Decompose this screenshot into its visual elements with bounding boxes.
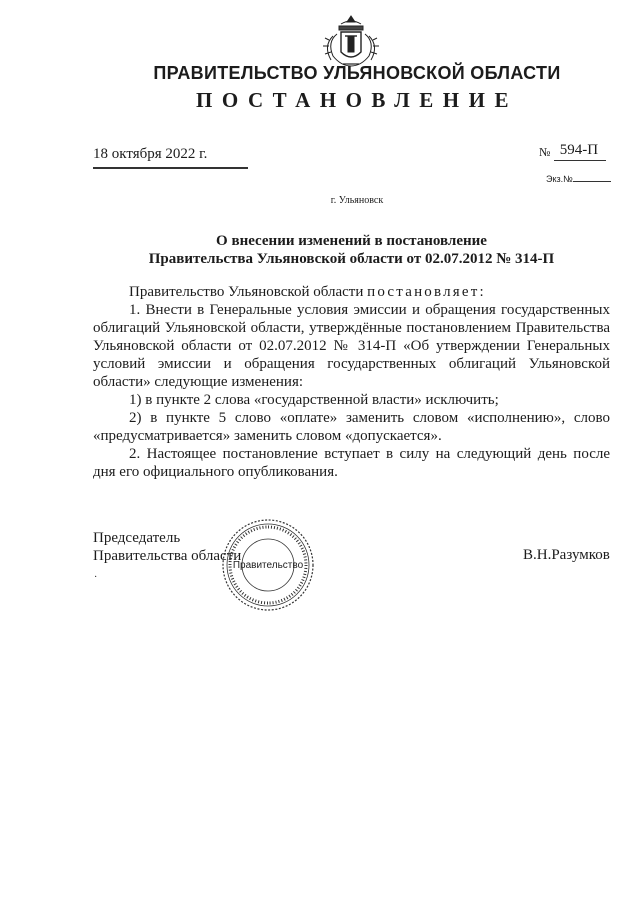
copy-blank — [573, 181, 611, 182]
preamble-start: Правительство Ульяновской области — [129, 284, 368, 300]
seal-text: Правительство — [232, 560, 304, 571]
position-line-2: Правительства области — [93, 548, 242, 564]
city: г. Ульяновск — [330, 195, 384, 206]
official-seal-icon — [220, 517, 316, 613]
preamble-spaced: постановляет: — [367, 284, 486, 300]
title-line-2: Правительства Ульяновской области от 02.07.2012 № 314-П — [148, 251, 555, 267]
document-type: ПОСТАНОВЛЕНИЕ — [196, 88, 518, 112]
paragraph-item-1: 1. Внести в Генеральные условия эмиссии и обращения государственных облигаций Ульяновской области, утверждённые постановлением Правительства Ульяновской области от 02.07.2012 № 314-П «Об утверждении Генеральных условий эмиссии и обращения государственных облигаций Ульяновской области» следующие изменения: — [93, 302, 610, 390]
position-line-1: Председатель — [93, 530, 181, 546]
paragraph-item-2: 2. Настоящее постановление вступает в силу на следующий день после дня его официального опубликования. — [93, 446, 610, 480]
ulyanovsk-coat-of-arms-icon — [319, 12, 383, 70]
document-date: 18 октября 2022 г. — [93, 146, 248, 168]
government-name: ПРАВИТЕЛЬСТВО УЛЬЯНОВСКОЙ ОБЛАСТИ — [153, 63, 561, 83]
title-line-1: О внесении изменений в постановление — [216, 233, 487, 249]
copy-label: Экз.№ — [546, 174, 573, 184]
number-sign: № — [539, 145, 551, 159]
paragraph-item-1-2: 2) в пункте 5 слово «оплате» заменить словом «исполнению», слово «предусматривается» заменить словом «допускается». — [93, 410, 610, 444]
preamble — [93, 283, 610, 301]
copy-number — [546, 174, 611, 184]
document-number — [539, 142, 606, 161]
document-title — [93, 232, 610, 268]
paragraph-item-1-1: 1) в пункте 2 слова «государственной власти» исключить; — [129, 392, 499, 408]
signer-name: В.Н.Разумков — [523, 547, 610, 563]
document-body — [93, 283, 610, 481]
date-underline — [93, 168, 248, 169]
dot-mark: · — [94, 572, 98, 583]
number-value: 594-П — [554, 142, 606, 161]
